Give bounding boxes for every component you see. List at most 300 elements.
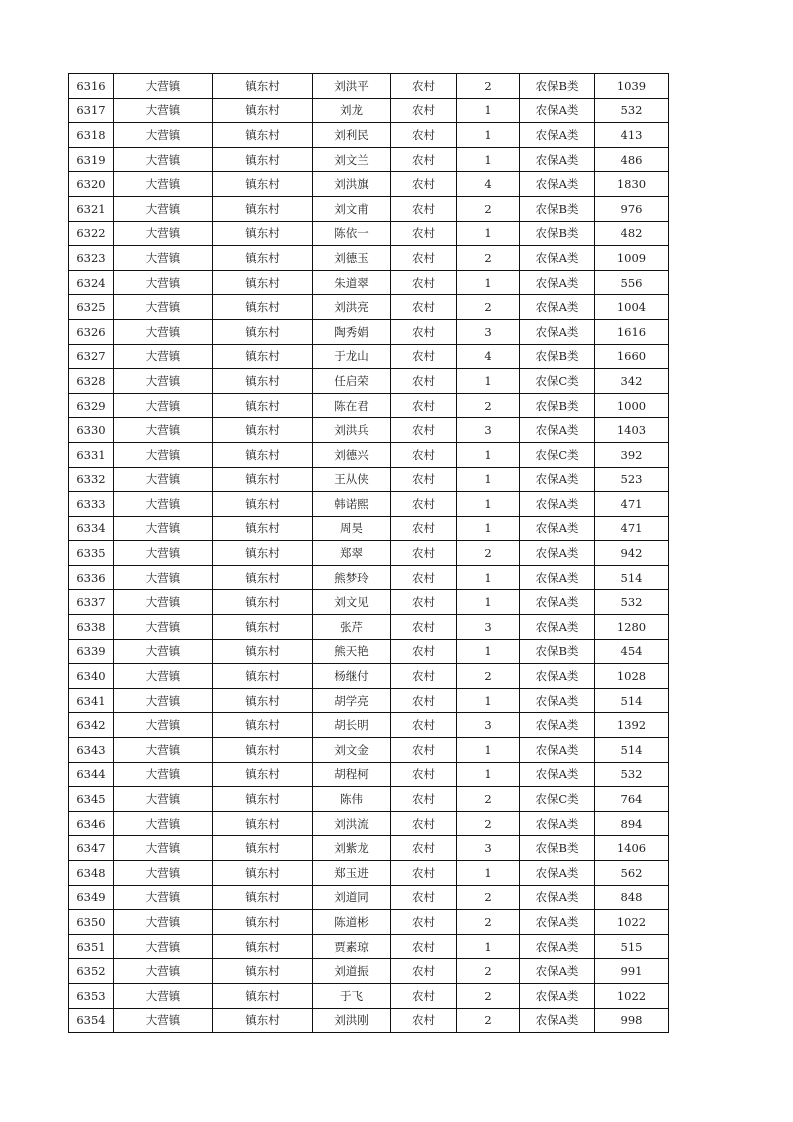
cell-insurance-category: 农保A类 — [520, 516, 595, 541]
cell-insurance-category: 农保A类 — [520, 565, 595, 590]
table-row — [69, 910, 669, 935]
cell-household-size: 4 — [457, 344, 520, 369]
cell-id: 6349 — [69, 885, 114, 910]
cell-id: 6347 — [69, 836, 114, 861]
cell-town: 大营镇 — [114, 1008, 213, 1033]
cell-household-size: 2 — [457, 983, 520, 1008]
cell-household-size: 1 — [457, 639, 520, 664]
cell-insurance-category: 农保A类 — [520, 295, 595, 320]
cell-town: 大营镇 — [114, 762, 213, 787]
cell-town: 大营镇 — [114, 983, 213, 1008]
cell-village: 镇东村 — [213, 615, 313, 640]
cell-name: 刘洪旗 — [313, 172, 391, 197]
cell-id: 6324 — [69, 270, 114, 295]
cell-id: 6339 — [69, 639, 114, 664]
cell-household-size: 3 — [457, 615, 520, 640]
cell-id: 6320 — [69, 172, 114, 197]
cell-insurance-category: 农保B类 — [520, 344, 595, 369]
table-row — [69, 516, 669, 541]
cell-household-size: 2 — [457, 910, 520, 935]
cell-household-size: 3 — [457, 319, 520, 344]
cell-type: 农村 — [391, 713, 457, 738]
cell-insurance-category: 农保A类 — [520, 492, 595, 517]
cell-town: 大营镇 — [114, 565, 213, 590]
cell-village: 镇东村 — [213, 934, 313, 959]
cell-village: 镇东村 — [213, 639, 313, 664]
cell-village: 镇东村 — [213, 983, 313, 1008]
table-row — [69, 270, 669, 295]
cell-village: 镇东村 — [213, 885, 313, 910]
cell-amount: 1830 — [595, 172, 669, 197]
cell-village: 镇东村 — [213, 516, 313, 541]
cell-village: 镇东村 — [213, 762, 313, 787]
cell-household-size: 1 — [457, 147, 520, 172]
cell-amount: 515 — [595, 934, 669, 959]
cell-household-size: 1 — [457, 590, 520, 615]
cell-insurance-category: 农保B类 — [520, 221, 595, 246]
cell-amount: 471 — [595, 516, 669, 541]
cell-household-size: 1 — [457, 270, 520, 295]
cell-id: 6321 — [69, 196, 114, 221]
cell-type: 农村 — [391, 442, 457, 467]
cell-name: 胡学亮 — [313, 688, 391, 713]
cell-town: 大营镇 — [114, 467, 213, 492]
cell-insurance-category: 农保A类 — [520, 319, 595, 344]
cell-id: 6329 — [69, 393, 114, 418]
cell-id: 6331 — [69, 442, 114, 467]
cell-household-size: 1 — [457, 934, 520, 959]
cell-id: 6322 — [69, 221, 114, 246]
cell-village: 镇东村 — [213, 565, 313, 590]
cell-insurance-category: 农保A类 — [520, 590, 595, 615]
cell-amount: 486 — [595, 147, 669, 172]
cell-household-size: 1 — [457, 98, 520, 123]
cell-town: 大营镇 — [114, 590, 213, 615]
cell-village: 镇东村 — [213, 541, 313, 566]
cell-amount: 514 — [595, 738, 669, 763]
cell-village: 镇东村 — [213, 344, 313, 369]
table-row — [69, 393, 669, 418]
cell-amount: 342 — [595, 369, 669, 394]
cell-village: 镇东村 — [213, 172, 313, 197]
table-row — [69, 836, 669, 861]
cell-town: 大营镇 — [114, 196, 213, 221]
cell-id: 6352 — [69, 959, 114, 984]
cell-amount: 556 — [595, 270, 669, 295]
cell-id: 6340 — [69, 664, 114, 689]
cell-town: 大营镇 — [114, 541, 213, 566]
cell-id: 6328 — [69, 369, 114, 394]
cell-type: 农村 — [391, 811, 457, 836]
cell-type: 农村 — [391, 74, 457, 99]
table-row — [69, 98, 669, 123]
cell-amount: 523 — [595, 467, 669, 492]
cell-id: 6344 — [69, 762, 114, 787]
table-row — [69, 787, 669, 812]
table-row — [69, 688, 669, 713]
cell-name: 张芹 — [313, 615, 391, 640]
cell-name: 于龙山 — [313, 344, 391, 369]
cell-town: 大营镇 — [114, 811, 213, 836]
cell-name: 刘道振 — [313, 959, 391, 984]
cell-id: 6318 — [69, 123, 114, 148]
cell-name: 熊天艳 — [313, 639, 391, 664]
cell-id: 6345 — [69, 787, 114, 812]
cell-id: 6336 — [69, 565, 114, 590]
cell-town: 大营镇 — [114, 442, 213, 467]
cell-name: 刘德兴 — [313, 442, 391, 467]
cell-insurance-category: 农保C类 — [520, 787, 595, 812]
cell-type: 农村 — [391, 319, 457, 344]
cell-town: 大营镇 — [114, 147, 213, 172]
cell-amount: 1000 — [595, 393, 669, 418]
cell-type: 农村 — [391, 221, 457, 246]
cell-household-size: 2 — [457, 246, 520, 271]
table-row — [69, 221, 669, 246]
cell-town: 大营镇 — [114, 664, 213, 689]
cell-amount: 1616 — [595, 319, 669, 344]
cell-household-size: 2 — [457, 393, 520, 418]
cell-id: 6338 — [69, 615, 114, 640]
cell-insurance-category: 农保A类 — [520, 246, 595, 271]
cell-type: 农村 — [391, 738, 457, 763]
cell-amount: 1004 — [595, 295, 669, 320]
cell-insurance-category: 农保B类 — [520, 639, 595, 664]
cell-town: 大营镇 — [114, 369, 213, 394]
cell-amount: 1280 — [595, 615, 669, 640]
cell-household-size: 3 — [457, 836, 520, 861]
cell-type: 农村 — [391, 344, 457, 369]
cell-insurance-category: 农保A类 — [520, 270, 595, 295]
cell-village: 镇东村 — [213, 246, 313, 271]
cell-name: 刘洪刚 — [313, 1008, 391, 1033]
cell-insurance-category: 农保C类 — [520, 369, 595, 394]
cell-village: 镇东村 — [213, 393, 313, 418]
table-row — [69, 172, 669, 197]
cell-id: 6335 — [69, 541, 114, 566]
cell-town: 大营镇 — [114, 885, 213, 910]
cell-type: 农村 — [391, 934, 457, 959]
cell-type: 农村 — [391, 983, 457, 1008]
cell-household-size: 1 — [457, 861, 520, 886]
cell-household-size: 4 — [457, 172, 520, 197]
cell-village: 镇东村 — [213, 221, 313, 246]
cell-village: 镇东村 — [213, 492, 313, 517]
cell-type: 农村 — [391, 836, 457, 861]
cell-id: 6334 — [69, 516, 114, 541]
table-row — [69, 74, 669, 99]
cell-name: 陶秀娟 — [313, 319, 391, 344]
cell-insurance-category: 农保A类 — [520, 467, 595, 492]
table-row — [69, 615, 669, 640]
cell-id: 6325 — [69, 295, 114, 320]
table-row — [69, 418, 669, 443]
cell-amount: 1660 — [595, 344, 669, 369]
cell-insurance-category: 农保A类 — [520, 541, 595, 566]
cell-id: 6326 — [69, 319, 114, 344]
cell-type: 农村 — [391, 861, 457, 886]
table-row — [69, 811, 669, 836]
cell-town: 大营镇 — [114, 492, 213, 517]
cell-amount: 764 — [595, 787, 669, 812]
cell-name: 刘洪流 — [313, 811, 391, 836]
cell-type: 农村 — [391, 147, 457, 172]
table-row — [69, 861, 669, 886]
cell-town: 大营镇 — [114, 123, 213, 148]
cell-household-size: 2 — [457, 811, 520, 836]
cell-name: 周昊 — [313, 516, 391, 541]
table-row — [69, 369, 669, 394]
cell-name: 郑玉进 — [313, 861, 391, 886]
cell-type: 农村 — [391, 393, 457, 418]
cell-amount: 1009 — [595, 246, 669, 271]
cell-town: 大营镇 — [114, 713, 213, 738]
cell-id: 6332 — [69, 467, 114, 492]
cell-id: 6316 — [69, 74, 114, 99]
cell-household-size: 1 — [457, 565, 520, 590]
table-row — [69, 639, 669, 664]
table-row — [69, 590, 669, 615]
cell-amount: 562 — [595, 861, 669, 886]
table-row — [69, 664, 669, 689]
cell-village: 镇东村 — [213, 98, 313, 123]
cell-type: 农村 — [391, 295, 457, 320]
cell-type: 农村 — [391, 369, 457, 394]
table-row — [69, 246, 669, 271]
cell-insurance-category: 农保A类 — [520, 885, 595, 910]
cell-town: 大营镇 — [114, 787, 213, 812]
cell-name: 刘道同 — [313, 885, 391, 910]
cell-insurance-category: 农保B类 — [520, 196, 595, 221]
cell-name: 胡长明 — [313, 713, 391, 738]
cell-name: 刘文金 — [313, 738, 391, 763]
cell-town: 大营镇 — [114, 344, 213, 369]
table-row — [69, 123, 669, 148]
cell-household-size: 1 — [457, 369, 520, 394]
cell-name: 刘洪兵 — [313, 418, 391, 443]
table-row — [69, 738, 669, 763]
cell-household-size: 3 — [457, 418, 520, 443]
cell-insurance-category: 农保A类 — [520, 861, 595, 886]
cell-type: 农村 — [391, 516, 457, 541]
table-body — [69, 74, 669, 1033]
cell-type: 农村 — [391, 762, 457, 787]
cell-insurance-category: 农保A类 — [520, 688, 595, 713]
cell-id: 6317 — [69, 98, 114, 123]
cell-insurance-category: 农保A类 — [520, 738, 595, 763]
cell-id: 6354 — [69, 1008, 114, 1033]
cell-type: 农村 — [391, 467, 457, 492]
cell-type: 农村 — [391, 1008, 457, 1033]
cell-amount: 998 — [595, 1008, 669, 1033]
cell-household-size: 1 — [457, 467, 520, 492]
cell-village: 镇东村 — [213, 74, 313, 99]
table-row — [69, 762, 669, 787]
cell-id: 6341 — [69, 688, 114, 713]
cell-id: 6353 — [69, 983, 114, 1008]
cell-insurance-category: 农保A类 — [520, 1008, 595, 1033]
table-row — [69, 442, 669, 467]
cell-household-size: 2 — [457, 787, 520, 812]
cell-type: 农村 — [391, 172, 457, 197]
cell-amount: 848 — [595, 885, 669, 910]
cell-town: 大营镇 — [114, 934, 213, 959]
cell-town: 大营镇 — [114, 319, 213, 344]
cell-household-size: 2 — [457, 1008, 520, 1033]
cell-id: 6348 — [69, 861, 114, 886]
cell-insurance-category: 农保C类 — [520, 442, 595, 467]
cell-town: 大营镇 — [114, 516, 213, 541]
cell-type: 农村 — [391, 639, 457, 664]
cell-insurance-category: 农保A类 — [520, 811, 595, 836]
cell-household-size: 1 — [457, 688, 520, 713]
cell-name: 刘洪平 — [313, 74, 391, 99]
cell-insurance-category: 农保A类 — [520, 983, 595, 1008]
table-row — [69, 885, 669, 910]
cell-town: 大营镇 — [114, 836, 213, 861]
cell-id: 6346 — [69, 811, 114, 836]
cell-id: 6350 — [69, 910, 114, 935]
cell-village: 镇东村 — [213, 123, 313, 148]
cell-name: 刘文甫 — [313, 196, 391, 221]
cell-household-size: 1 — [457, 738, 520, 763]
cell-id: 6330 — [69, 418, 114, 443]
cell-village: 镇东村 — [213, 369, 313, 394]
cell-id: 6327 — [69, 344, 114, 369]
cell-village: 镇东村 — [213, 270, 313, 295]
cell-type: 农村 — [391, 418, 457, 443]
cell-household-size: 2 — [457, 959, 520, 984]
cell-name: 郑翠 — [313, 541, 391, 566]
cell-name: 杨继付 — [313, 664, 391, 689]
cell-amount: 482 — [595, 221, 669, 246]
cell-name: 陈在君 — [313, 393, 391, 418]
cell-name: 韩诺熙 — [313, 492, 391, 517]
cell-village: 镇东村 — [213, 590, 313, 615]
cell-id: 6333 — [69, 492, 114, 517]
data-table — [68, 73, 669, 1033]
cell-village: 镇东村 — [213, 196, 313, 221]
cell-amount: 514 — [595, 565, 669, 590]
cell-insurance-category: 农保A类 — [520, 615, 595, 640]
cell-village: 镇东村 — [213, 319, 313, 344]
cell-name: 胡程柯 — [313, 762, 391, 787]
cell-village: 镇东村 — [213, 418, 313, 443]
cell-household-size: 1 — [457, 516, 520, 541]
cell-amount: 1022 — [595, 910, 669, 935]
cell-household-size: 1 — [457, 492, 520, 517]
cell-insurance-category: 农保A类 — [520, 123, 595, 148]
cell-amount: 532 — [595, 98, 669, 123]
cell-village: 镇东村 — [213, 713, 313, 738]
cell-amount: 532 — [595, 590, 669, 615]
cell-household-size: 1 — [457, 762, 520, 787]
cell-insurance-category: 农保A类 — [520, 418, 595, 443]
cell-amount: 894 — [595, 811, 669, 836]
cell-town: 大营镇 — [114, 738, 213, 763]
cell-amount: 532 — [595, 762, 669, 787]
cell-town: 大营镇 — [114, 172, 213, 197]
cell-name: 熊梦玲 — [313, 565, 391, 590]
cell-insurance-category: 农保A类 — [520, 172, 595, 197]
cell-name: 贾素琼 — [313, 934, 391, 959]
cell-name: 刘龙 — [313, 98, 391, 123]
cell-village: 镇东村 — [213, 861, 313, 886]
cell-amount: 454 — [595, 639, 669, 664]
cell-type: 农村 — [391, 787, 457, 812]
cell-household-size: 2 — [457, 295, 520, 320]
cell-amount: 1028 — [595, 664, 669, 689]
cell-type: 农村 — [391, 270, 457, 295]
cell-type: 农村 — [391, 123, 457, 148]
cell-type: 农村 — [391, 910, 457, 935]
cell-town: 大营镇 — [114, 861, 213, 886]
cell-village: 镇东村 — [213, 688, 313, 713]
cell-id: 6337 — [69, 590, 114, 615]
cell-town: 大营镇 — [114, 959, 213, 984]
cell-town: 大营镇 — [114, 270, 213, 295]
cell-household-size: 2 — [457, 541, 520, 566]
cell-type: 农村 — [391, 885, 457, 910]
cell-type: 农村 — [391, 196, 457, 221]
table-row — [69, 147, 669, 172]
cell-type: 农村 — [391, 541, 457, 566]
cell-insurance-category: 农保B类 — [520, 836, 595, 861]
cell-town: 大营镇 — [114, 910, 213, 935]
cell-town: 大营镇 — [114, 418, 213, 443]
cell-amount: 514 — [595, 688, 669, 713]
cell-household-size: 2 — [457, 196, 520, 221]
cell-village: 镇东村 — [213, 910, 313, 935]
cell-amount: 1403 — [595, 418, 669, 443]
cell-id: 6343 — [69, 738, 114, 763]
table-row — [69, 959, 669, 984]
cell-village: 镇东村 — [213, 836, 313, 861]
cell-village: 镇东村 — [213, 738, 313, 763]
cell-village: 镇东村 — [213, 295, 313, 320]
cell-insurance-category: 农保A类 — [520, 664, 595, 689]
cell-town: 大营镇 — [114, 615, 213, 640]
table-row — [69, 541, 669, 566]
cell-name: 陈依一 — [313, 221, 391, 246]
cell-id: 6351 — [69, 934, 114, 959]
cell-village: 镇东村 — [213, 442, 313, 467]
cell-insurance-category: 农保B类 — [520, 74, 595, 99]
cell-amount: 1039 — [595, 74, 669, 99]
cell-village: 镇东村 — [213, 959, 313, 984]
cell-amount: 1392 — [595, 713, 669, 738]
cell-village: 镇东村 — [213, 467, 313, 492]
table-row — [69, 983, 669, 1008]
cell-amount: 413 — [595, 123, 669, 148]
cell-household-size: 1 — [457, 123, 520, 148]
table-row — [69, 319, 669, 344]
cell-insurance-category: 农保A类 — [520, 147, 595, 172]
cell-village: 镇东村 — [213, 811, 313, 836]
cell-type: 农村 — [391, 492, 457, 517]
cell-name: 刘洪亮 — [313, 295, 391, 320]
cell-insurance-category: 农保A类 — [520, 762, 595, 787]
cell-amount: 1022 — [595, 983, 669, 1008]
cell-type: 农村 — [391, 98, 457, 123]
cell-amount: 471 — [595, 492, 669, 517]
cell-village: 镇东村 — [213, 664, 313, 689]
cell-insurance-category: 农保A类 — [520, 98, 595, 123]
table-row — [69, 295, 669, 320]
cell-town: 大营镇 — [114, 246, 213, 271]
cell-name: 陈伟 — [313, 787, 391, 812]
table-row — [69, 934, 669, 959]
